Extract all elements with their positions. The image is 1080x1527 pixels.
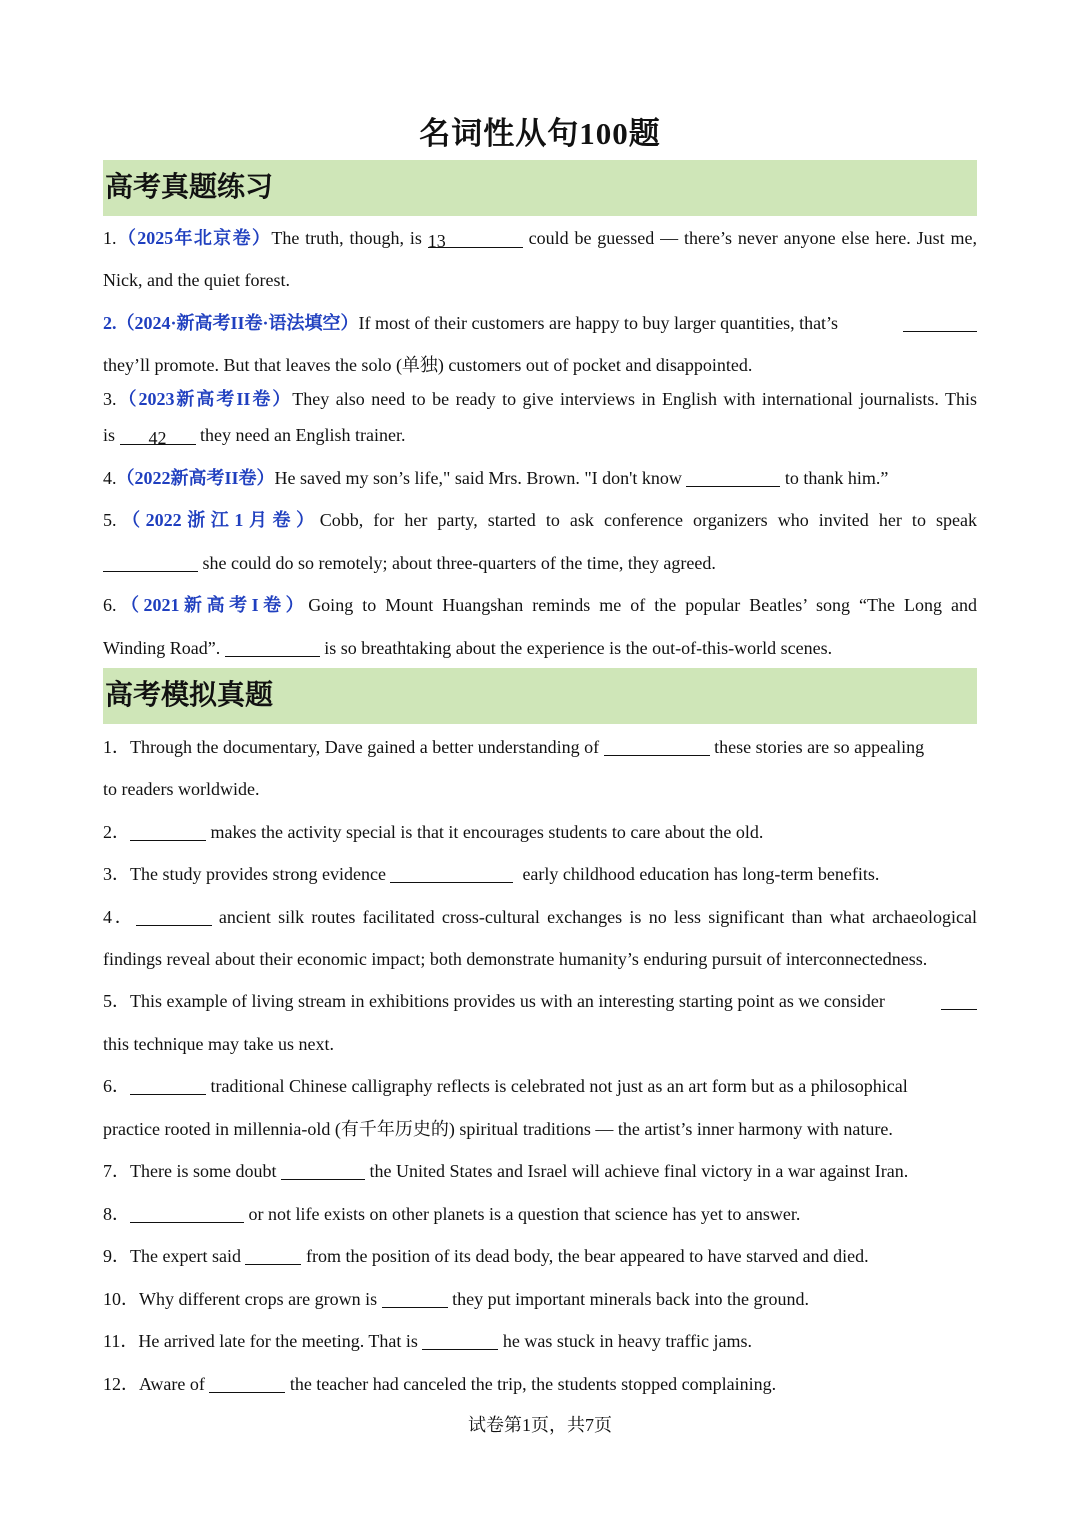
answer-blank xyxy=(281,1161,365,1180)
answer-blank xyxy=(245,1246,301,1265)
question-real-3-line2: is 42 they need an English trainer. xyxy=(103,425,406,447)
page-footer: 试卷第1页，共7页 xyxy=(468,1415,612,1435)
question-real-6: 6.（2021新高考I卷）Going to Mount Huangshan reminds me of the popular Beatles’ song “The Long and xyxy=(103,595,977,615)
question-real-5-line2: she could do so remotely; about three-quarters of the time, they agreed. xyxy=(103,551,977,575)
question-real-5: 5.（2022浙江1月卷）Cobb, for her party, started to ask conference organizers who invited her to speak xyxy=(103,510,977,530)
question-mock-8: 8． or not life exists on other planets is a question that science has yet to answer. xyxy=(103,1204,801,1224)
page-title: 名词性从句100题 xyxy=(419,116,661,151)
question-mock-1: 1．Through the documentary, Dave gained a better understanding of these stories are so appealing xyxy=(103,737,925,757)
question-mock-5-line2: this technique may take us next. xyxy=(103,1034,334,1054)
question-mock-4-line2: findings reveal about their economic impact; both demonstrate humanity’s enduring pursuit of interconnectedness. xyxy=(103,949,928,969)
question-mock-3: 3．The study provides strong evidence early childhood education has long-term benefits. xyxy=(103,864,880,884)
section-header-mock-exam: 高考模拟真题 xyxy=(103,668,977,724)
answer-blank xyxy=(382,1289,448,1308)
question-mock-6: 6． traditional Chinese calligraphy reflects is celebrated not just as an art form but as a philosophical xyxy=(103,1076,908,1096)
question-mock-10: 10．Why different crops are grown is they put important minerals back into the ground. xyxy=(103,1289,810,1309)
answer-blank xyxy=(225,638,320,657)
question-real-2: 2.（2024·新高考II卷·语法填空）If most of their customers are happy to buy larger quantities, that’s xyxy=(103,311,977,335)
question-mock-6-line2: practice rooted in millennia-old (有千年历史的) spiritual traditions — the artist’s inner harmony with nature. xyxy=(103,1119,893,1139)
answer-blank xyxy=(103,553,198,572)
answer-blank xyxy=(604,737,710,756)
question-real-2-line2: they’ll promote. But that leaves the solo (单独) customers out of pocket and disappointed. xyxy=(103,355,753,375)
question-mock-4: 4． ancient silk routes facilitated cross-cultural exchanges is no less significant than what archaeological xyxy=(103,907,977,927)
question-real-6-line2: Winding Road”. is so breathtaking about the experience is the out-of-this-world scenes. xyxy=(103,638,833,658)
question-real-4: 4.（2022新高考II卷）He saved my son’s life," said Mrs. Brown. "I don't know to thank him.” xyxy=(103,468,889,488)
answer-blank xyxy=(390,864,513,883)
question-mock-5: 5．This example of living stream in exhibitions provides us with an interesting starting point as we consider xyxy=(103,989,977,1013)
question-mock-11: 11．He arrived late for the meeting. That is he was stuck in heavy traffic jams. xyxy=(103,1331,752,1351)
question-mock-2: 2． makes the activity special is that it encourages students to care about the old. xyxy=(103,822,764,842)
answer-blank xyxy=(136,907,212,926)
answer-blank xyxy=(130,1204,244,1223)
answer-blank xyxy=(941,991,977,1010)
question-real-3: 3.（2023新高考II卷）They also need to be ready to give interviews in English with international journalists. This xyxy=(103,389,977,409)
question-mock-12: 12．Aware of the teacher had canceled the trip, the students stopped complaining. xyxy=(103,1374,777,1394)
answer-blank xyxy=(903,313,977,332)
answer-blank: 13 xyxy=(428,229,523,248)
question-mock-1-line2: to readers worldwide. xyxy=(103,779,260,799)
question-mock-7: 7．There is some doubt the United States and Israel will achieve final victory in a war against Iran. xyxy=(103,1161,909,1181)
answer-blank xyxy=(686,468,780,487)
answer-blank xyxy=(130,822,206,841)
question-real-1: 1.（2025年北京卷）The truth, though, is 13 could be guessed — there’s never anyone else here. Just me, xyxy=(103,228,977,250)
answer-blank: 42 xyxy=(120,426,196,445)
answer-blank xyxy=(422,1331,498,1350)
answer-blank xyxy=(130,1076,206,1095)
section-header-real-exam: 高考真题练习 xyxy=(103,160,977,216)
answer-blank xyxy=(209,1374,285,1393)
question-mock-9: 9．The expert said from the position of its dead body, the bear appeared to have starved and died. xyxy=(103,1246,869,1266)
question-real-1-line2: Nick, and the quiet forest. xyxy=(103,270,290,290)
